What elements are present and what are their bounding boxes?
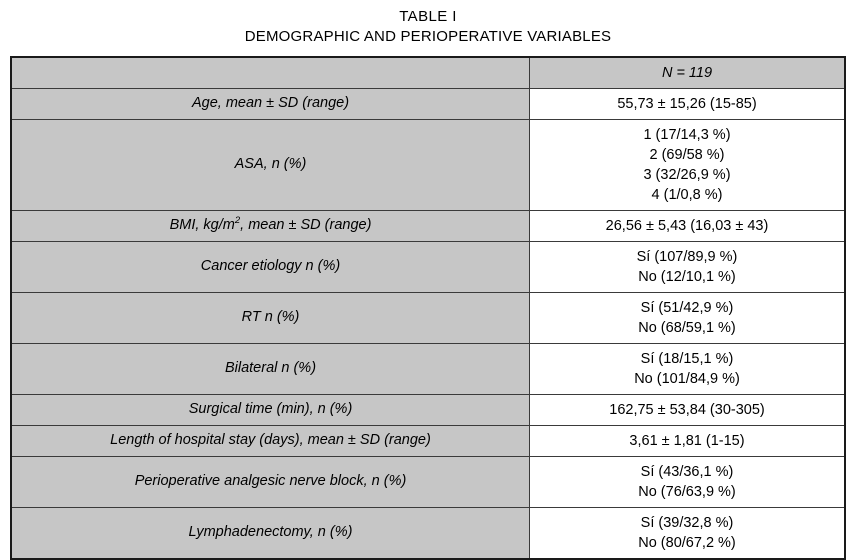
row-value-cell [530,507,846,559]
row-value-line: Sí (18/15,1 %) [640,350,734,367]
table-row [11,88,845,119]
table-number: TABLE I [399,8,457,25]
table-row [11,425,845,456]
row-label-cell [11,119,530,210]
row-value-line: No (68/59,1 %) [638,319,736,336]
row-label-cell [11,210,530,241]
row-label-text: Perioperative analgesic nerve block, n (%) [134,472,407,489]
header-label-cell [11,57,530,89]
row-value-line: No (12/10,1 %) [638,268,736,285]
row-value-cell [530,88,846,119]
row-label-text: Surgical time (min), n (%) [188,400,353,417]
row-label-cell [11,241,530,292]
row-value-line: 1 (17/14,3 %) [643,126,731,143]
table-row [11,456,845,507]
row-value-line: 3 (32/26,9 %) [643,166,731,183]
row-label-text: Length of hospital stay (days), mean ± SD (range) [110,431,431,448]
row-label-superscript: 2 [234,214,241,226]
table-row [11,292,845,343]
row-value-cell [530,292,846,343]
row-value-line: 162,75 ± 53,84 (30-305) [609,401,765,418]
row-value-cell [530,343,846,394]
row-label-text: Bilateral n (%) [224,359,317,376]
row-value-cell [530,456,846,507]
row-label-text: Lymphadenectomy, n (%) [188,523,353,540]
table-row [11,241,845,292]
table-caption: DEMOGRAPHIC AND PERIOPERATIVE VARIABLES [244,27,612,45]
row-value-line: Sí (51/42,9 %) [640,299,734,316]
row-label-text: Cancer etiology n (%) [200,257,341,274]
row-value-line: 55,73 ± 15,26 (15-85) [617,95,757,112]
row-label-text: ASA, n (%) [234,155,307,172]
row-value-line: Sí (39/32,8 %) [640,514,734,531]
demographic-perioperative-table [10,56,846,560]
row-label-cell [11,425,530,456]
row-value-cell [530,241,846,292]
table-body [11,57,845,559]
row-label-cell [11,456,530,507]
row-value-line: No (76/63,9 %) [638,483,736,500]
row-value-line: 4 (1/0,8 %) [651,186,723,203]
row-label-cell [11,394,530,425]
row-value-line: No (101/84,9 %) [634,370,740,387]
row-value-cell [530,210,846,241]
table-row [11,210,845,241]
row-value-line: No (80/67,2 %) [638,534,736,551]
row-label-text: RT n (%) [241,308,300,325]
row-label-cell [11,507,530,559]
row-value-cell [530,119,846,210]
row-value-cell [530,425,846,456]
row-label-text-cont: , mean ± SD (range) [240,216,372,233]
table-row [11,507,845,559]
row-label-text: Age, mean ± SD (range) [191,94,350,111]
row-value-line: 3,61 ± 1,81 (1-15) [629,432,745,449]
table-title-block [10,8,846,47]
row-value-cell [530,394,846,425]
row-label-cell [11,343,530,394]
row-value-line: 2 (69/58 %) [649,146,725,163]
row-value-line: Sí (43/36,1 %) [640,463,734,480]
table-row [11,119,845,210]
header-sample-size-cell: N = 119 [530,57,846,89]
row-label-cell [11,292,530,343]
table-row [11,394,845,425]
row-value-line: Sí (107/89,9 %) [636,248,738,265]
table-row [11,343,845,394]
row-label-text: BMI, kg/m [169,216,235,233]
row-label-cell [11,88,530,119]
table-header-row [11,57,845,89]
row-value-line: 26,56 ± 5,43 (16,03 ± 43) [605,217,769,234]
